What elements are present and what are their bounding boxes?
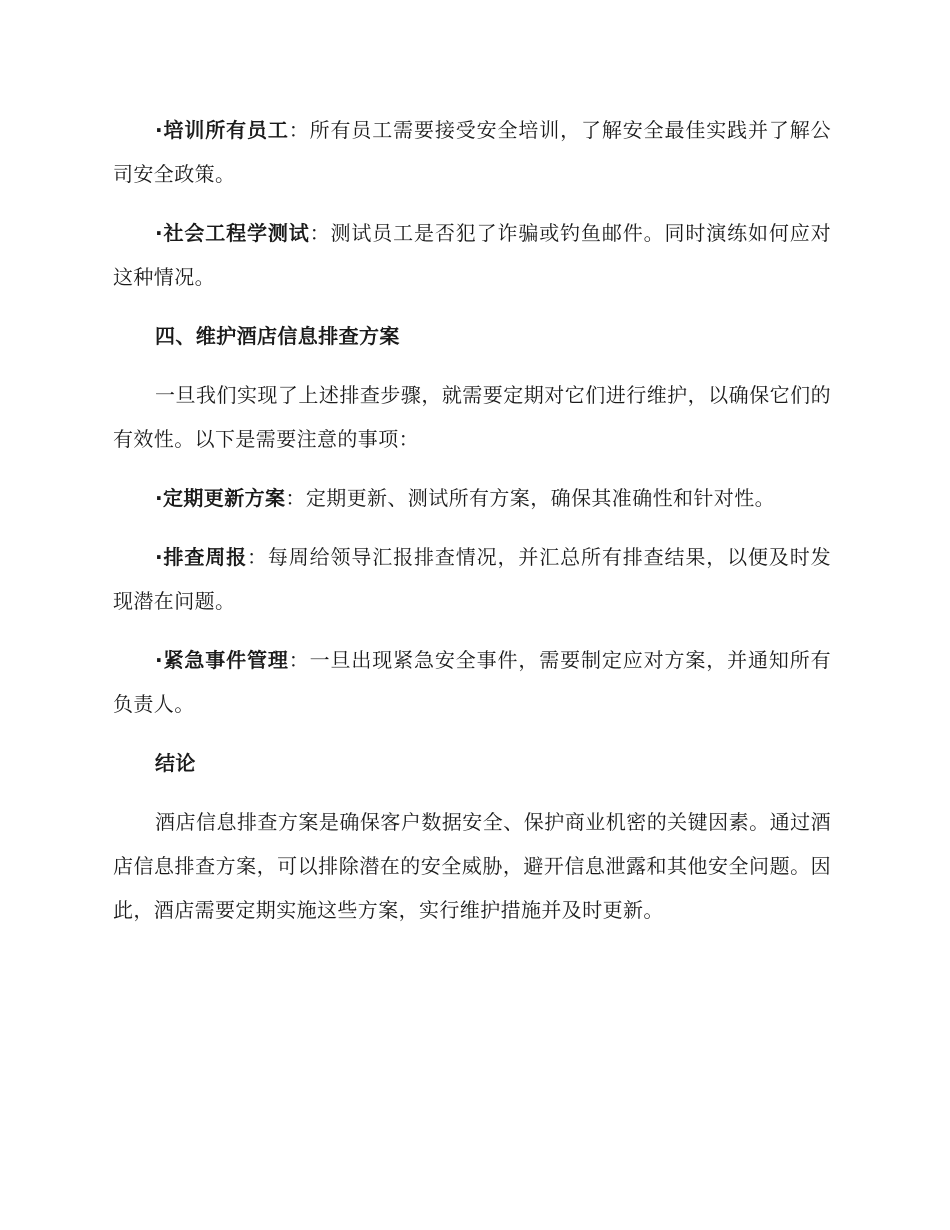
bullet-mark: ·: [155, 118, 163, 142]
separator: ：: [309, 221, 331, 245]
bullet-social-engineering: [113, 211, 831, 299]
bullet-training: [113, 108, 831, 196]
bullet-mark: ·: [155, 648, 163, 672]
bullet-mark: ·: [155, 486, 163, 510]
bullet-update-plan-label: [155, 486, 285, 510]
bullet-emergency-management-title: 紧急事件管理: [163, 648, 289, 672]
bullet-weekly-report-text: 每周给领导汇报排查情况，并汇总所有排查结果，以便及时发现潜在问题。: [113, 545, 831, 613]
paragraph-maintenance-intro: 一旦我们实现了上述排查步骤，就需要定期对它们进行维护，以确保它们的有效性。以下是需要注意的事项：: [113, 383, 831, 451]
separator: ：: [288, 118, 310, 142]
bullet-weekly-report: [113, 535, 831, 623]
bullet-update-plan-text: 定期更新、测试所有方案，确保其准确性和针对性。: [305, 486, 776, 510]
bullet-update-plan: [113, 476, 831, 520]
paragraph-conclusion: 酒店信息排查方案是确保客户数据安全、保护商业机密的关键因素。通过酒店信息排查方案，可以排除潜在的安全威胁，避开信息泄露和其他安全问题。因此，酒店需要定期实施这些方案，实行维护措施并及时更新。: [113, 810, 831, 922]
separator: ：: [285, 486, 306, 510]
separator: ：: [288, 648, 310, 672]
bullet-training-label: [155, 118, 289, 142]
bullet-update-plan-title: 定期更新方案: [163, 486, 286, 510]
bullet-social-engineering-title: 社会工程学测试: [163, 221, 310, 245]
bullet-mark: ·: [155, 545, 163, 569]
bullet-emergency-management: [113, 638, 831, 726]
bullet-weekly-report-title: 排查周报: [163, 545, 247, 569]
bullet-training-text: 所有员工需要接受安全培训，了解安全最佳实践并了解公司安全政策。: [113, 118, 831, 186]
document-page: [113, 108, 831, 947]
section-heading-maintenance: 四、维护酒店信息排查方案: [155, 324, 400, 348]
bullet-social-engineering-label: [155, 221, 310, 245]
bullet-social-engineering-text: 测试员工是否犯了诈骗或钓鱼邮件。同时演练如何应对这种情况。: [113, 221, 831, 289]
section-heading-conclusion: 结论: [155, 751, 196, 775]
bullet-mark: ·: [155, 221, 163, 245]
separator: ：: [246, 545, 268, 569]
bullet-emergency-management-label: [155, 648, 289, 672]
bullet-emergency-management-text: 一旦出现紧急安全事件，需要制定应对方案，并通知所有负责人。: [113, 648, 831, 716]
bullet-weekly-report-label: [155, 545, 247, 569]
bullet-training-title: 培训所有员工: [163, 118, 289, 142]
